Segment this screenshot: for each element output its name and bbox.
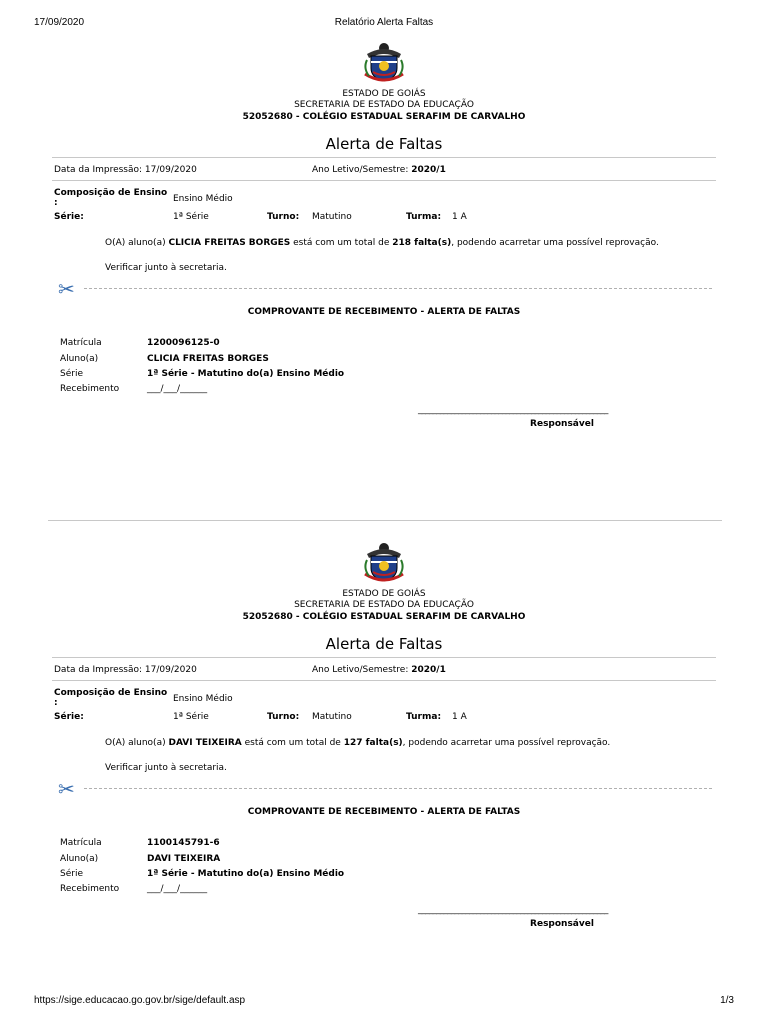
matricula-label: Matrícula: [60, 338, 102, 348]
absence-message: [105, 238, 659, 248]
report-title: Alerta de Faltas: [325, 135, 443, 153]
composition-label: Composição de Ensino: [54, 188, 168, 198]
year-value: 2020/1: [411, 665, 446, 675]
recebimento-label: Recebimento: [60, 384, 120, 394]
matricula-label: Matrícula: [60, 838, 102, 848]
print-date-row: [54, 165, 197, 175]
year-label: Ano Letivo/Semestre:: [312, 165, 409, 175]
composition-colon: :: [54, 698, 58, 708]
responsavel-label: Responsável: [530, 419, 594, 429]
aluno-label: Aluno(a): [60, 854, 99, 864]
cut-line: [84, 788, 712, 789]
matricula-value: 1100145791-6: [147, 838, 220, 848]
info-rule: [52, 680, 716, 681]
turma-value: 1 A: [452, 712, 467, 722]
serie2-label: Série: [60, 869, 83, 879]
report-title: Alerta de Faltas: [325, 635, 443, 653]
matricula-value: 1200096125-0: [147, 338, 220, 348]
absence-count: 218 falta(s): [392, 238, 452, 248]
composition-value: Ensino Médio: [173, 194, 233, 204]
recebimento-value: ___/___/______: [147, 384, 208, 394]
responsavel-label: Responsável: [530, 919, 594, 929]
composition-label: Composição de Ensino: [54, 688, 168, 698]
report-separator: [48, 520, 722, 521]
turno-value: Matutino: [312, 712, 352, 722]
turno-label: Turno:: [267, 212, 300, 222]
print-date-value: 17/09/2020: [144, 665, 197, 675]
turma-value: 1 A: [452, 212, 467, 222]
recebimento-value: ___/___/______: [147, 884, 208, 894]
student-name: DAVI TEIXEIRA: [168, 738, 242, 748]
turno-label: Turno:: [267, 712, 300, 722]
print-date-label: Data da Impressão:: [54, 165, 143, 175]
serie-label: Série:: [54, 712, 84, 722]
signature-line: ____________________________________________________: [418, 905, 608, 915]
aluno-label: Aluno(a): [60, 354, 99, 364]
print-title: Relatório Alerta Faltas: [334, 17, 434, 28]
scissors-icon: ✂: [58, 777, 75, 801]
recebimento-label: Recebimento: [60, 884, 120, 894]
print-url: https://sige.educacao.go.gov.br/sige/default.asp: [34, 995, 246, 1006]
school-name: 52052680 - COLÉGIO ESTADUAL SERAFIM DE CARVALHO: [242, 612, 526, 622]
turno-value: Matutino: [312, 212, 352, 222]
aluno-value: DAVI TEIXEIRA: [147, 854, 221, 864]
receipt-title: COMPROVANTE DE RECEBIMENTO - ALERTA DE FALTAS: [247, 807, 521, 817]
print-date-label: Data da Impressão:: [54, 665, 143, 675]
msg-suffix: , podendo acarretar uma possível reprovação.: [451, 238, 659, 248]
composition-value: Ensino Médio: [173, 694, 233, 704]
title-rule: [52, 157, 716, 158]
org-state: ESTADO DE GOIÁS: [342, 89, 426, 99]
msg-suffix: , podendo acarretar uma possível reprovação.: [402, 738, 611, 748]
verify-note: Verificar junto à secretaria.: [105, 263, 227, 273]
aluno-value: CLICIA FREITAS BORGES: [147, 354, 269, 364]
year-label: Ano Letivo/Semestre:: [312, 665, 409, 675]
org-state: ESTADO DE GOIÁS: [342, 589, 426, 599]
serie-label: Série:: [54, 212, 84, 222]
msg-prefix: O(A) aluno(a): [105, 238, 166, 248]
state-emblem-icon: [361, 538, 407, 584]
msg-mid: está com um total de: [293, 238, 390, 248]
serie-value: 1ª Série: [173, 212, 209, 222]
school-name: 52052680 - COLÉGIO ESTADUAL SERAFIM DE CARVALHO: [242, 112, 526, 122]
signature-line: ____________________________________________________: [418, 405, 608, 415]
msg-prefix: O(A) aluno(a): [105, 738, 166, 748]
title-rule: [52, 657, 716, 658]
page-number: 1/3: [720, 995, 734, 1006]
print-date-value: 17/09/2020: [144, 165, 197, 175]
info-rule: [52, 180, 716, 181]
serie2-label: Série: [60, 369, 83, 379]
absence-count: 127 falta(s): [343, 738, 403, 748]
composition-colon: :: [54, 198, 58, 208]
verify-note: Verificar junto à secretaria.: [105, 763, 227, 773]
student-name: CLICIA FREITAS BORGES: [168, 238, 291, 248]
org-secretary: SECRETARIA DE ESTADO DA EDUCAÇÃO: [294, 600, 474, 610]
year-row: [312, 165, 446, 175]
org-secretary: SECRETARIA DE ESTADO DA EDUCAÇÃO: [294, 100, 474, 110]
serie2-value: 1ª Série - Matutino do(a) Ensino Médio: [147, 369, 345, 379]
turma-label: Turma:: [406, 212, 442, 222]
year-value: 2020/1: [411, 165, 446, 175]
turma-label: Turma:: [406, 712, 442, 722]
print-date-row: [54, 665, 197, 675]
cut-line: [84, 288, 712, 289]
serie-value: 1ª Série: [173, 712, 209, 722]
absence-message: [105, 738, 610, 748]
year-row: [312, 665, 446, 675]
scissors-icon: ✂: [58, 277, 75, 301]
receipt-title: COMPROVANTE DE RECEBIMENTO - ALERTA DE FALTAS: [247, 307, 521, 317]
serie2-value: 1ª Série - Matutino do(a) Ensino Médio: [147, 869, 345, 879]
print-date: 17/09/2020: [34, 17, 85, 28]
msg-mid: está com um total de: [244, 738, 341, 748]
state-emblem-icon: [361, 38, 407, 84]
